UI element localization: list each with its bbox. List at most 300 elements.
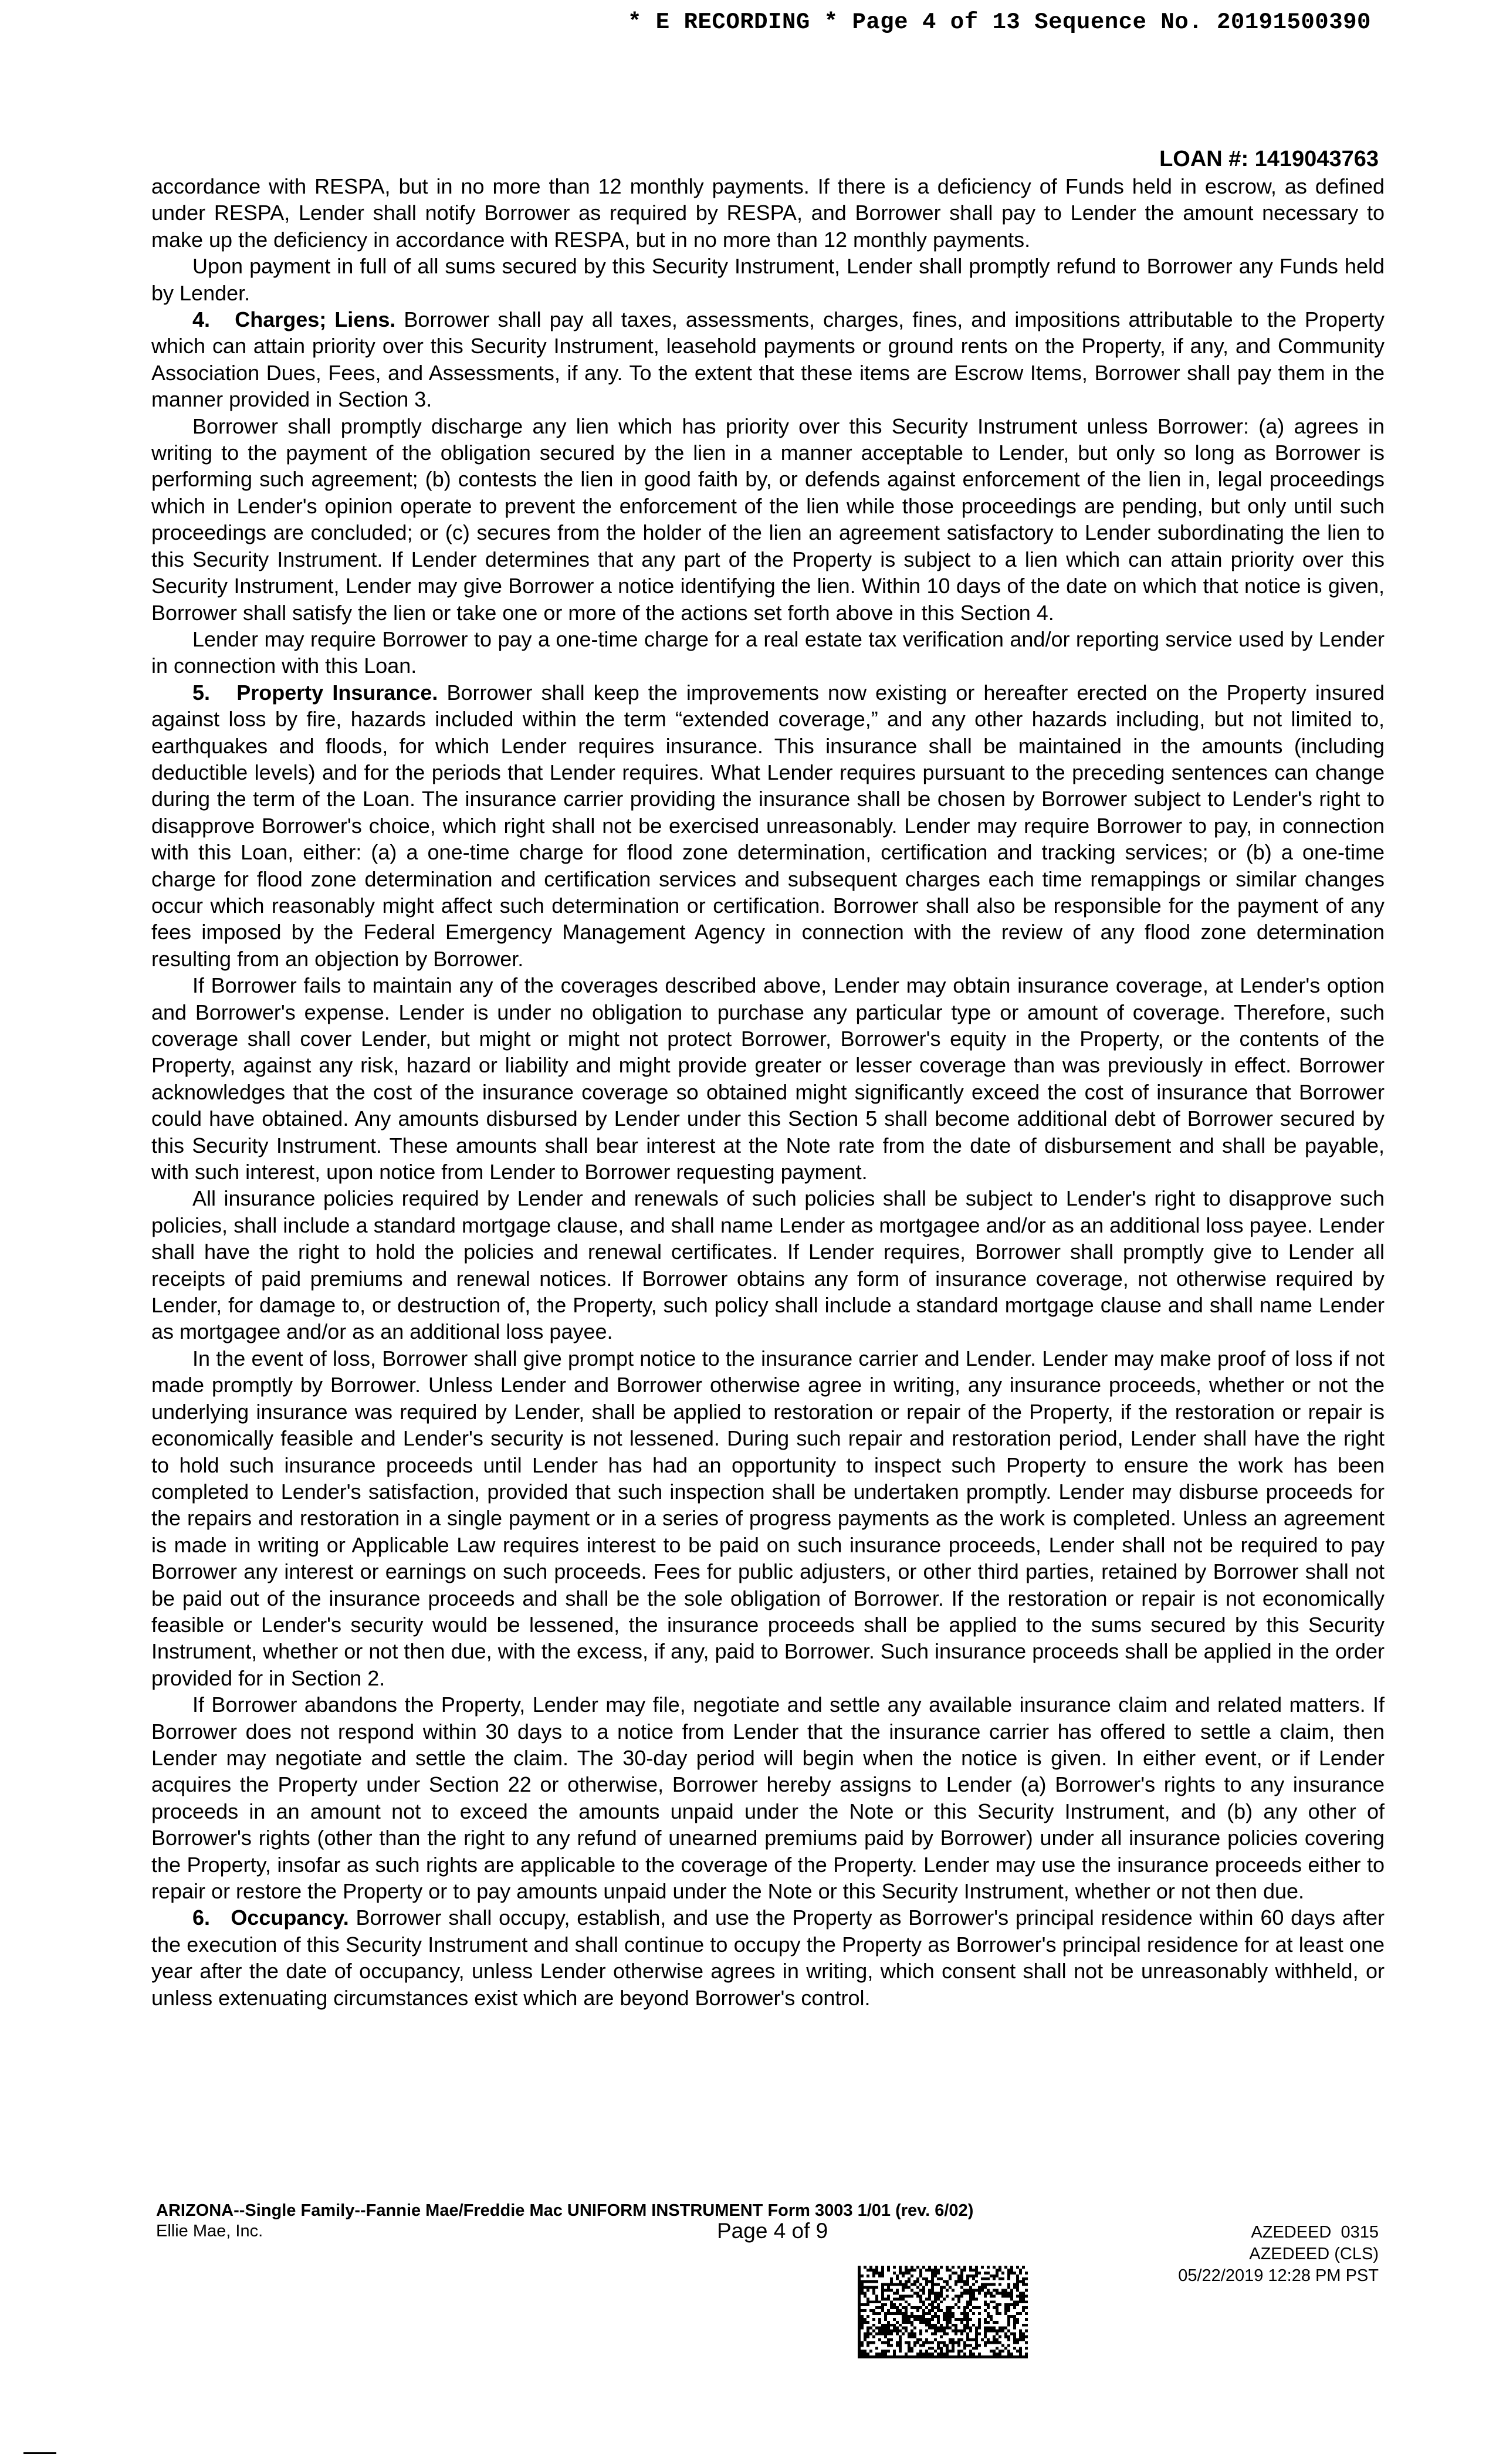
barcode-module [919,2297,922,2300]
barcode-module [952,2266,955,2269]
barcode-module [972,2324,975,2327]
barcode-module [972,2277,975,2280]
barcode-module [913,2280,916,2283]
barcode-module [884,2315,887,2318]
barcode-module [1019,2297,1022,2300]
barcode-module [878,2353,881,2355]
barcode-module [928,2289,931,2292]
barcode-module [1025,2355,1028,2358]
barcode-module [887,2289,890,2292]
barcode-module [952,2355,955,2358]
barcode-module [872,2330,875,2333]
barcode-module [864,2321,867,2324]
barcode-module [864,2309,867,2312]
barcode-module [890,2289,893,2292]
barcode-module [872,2275,875,2277]
barcode-module [1025,2336,1028,2338]
barcode-module [996,2292,999,2294]
barcode-module [1001,2355,1004,2358]
barcode-module [963,2341,966,2344]
barcode-module [890,2303,893,2306]
barcode-module [969,2350,972,2353]
barcode-module [931,2353,934,2355]
paragraph-escrow-deficiency: accordance with RESPA, but in no more than 12 monthly payments. If there is a deficiency of Funds held in escrow, as defined under RESPA, Lender shall notify Borrower as required by RESPA, and Borrower shall pay to Lender the amount necessary to make up the deficiency in accordance with RESPA, but in no more than 12 monthly payments. [151,174,1385,252]
barcode-module [1013,2303,1016,2306]
barcode-module [966,2344,969,2347]
barcode-module [987,2338,990,2341]
barcode-module [875,2306,878,2309]
barcode-module [984,2309,987,2312]
barcode-module [1007,2350,1010,2353]
barcode-module [913,2333,916,2336]
barcode-module [1010,2266,1013,2269]
barcode-module [984,2294,987,2297]
barcode-module [963,2353,966,2355]
barcode-module [864,2303,867,2306]
barcode-module [981,2338,984,2341]
barcode-module [1007,2294,1010,2297]
barcode-module [931,2303,934,2306]
barcode-module [925,2280,928,2283]
barcode-module [1001,2327,1004,2330]
barcode-module [937,2355,940,2358]
barcode-module [858,2280,861,2283]
barcode-module [878,2330,881,2333]
barcode-module [887,2294,890,2297]
barcode-module [913,2315,916,2318]
barcode-module [1010,2297,1013,2300]
barcode-module [937,2272,940,2275]
barcode-module [911,2269,913,2272]
barcode-module [963,2306,966,2309]
barcode-module [864,2355,867,2358]
barcode-module [996,2272,999,2275]
barcode-module [872,2312,875,2315]
footer-doc-code: AZEDEED 0315 [1251,2223,1379,2242]
barcode-module [872,2272,875,2275]
barcode-module [972,2306,975,2309]
barcode-module [996,2306,999,2309]
barcode-module [960,2330,963,2333]
barcode-module [922,2300,925,2303]
paragraph-insurance-policies: All insurance policies required by Lender and renewals of such policies shall be subject to Lender's right to disapprove such policies, shall include a standard mortgage clause, and shall name Lender as mortgagee and/or as an additional loss payee. Lender shall have the right to hold the policies and renewal certificates. If Lender requires, Borrower shall promptly give to Lender all receipts of paid premiums and renewal notices. If Borrower obtains any form of insurance coverage, not otherwise required by Lender, for damage to, or destruction of, the Property, such policy shall include a standard mortgage clause and shall name Lender as mortgagee and/or as an additional loss payee. [151,1186,1385,1344]
barcode-module [858,2289,861,2292]
barcode-module [925,2297,928,2300]
barcode-module [890,2324,893,2327]
barcode-module [1025,2277,1028,2280]
section-4-text: Borrower shall pay all taxes, assessments, charges, fines, and impositions attributable to the Property which can attain priority over this Security Instrument, leasehold payments or ground rents on the Property, if any, and Community Association Dues, Fees, and Assessments, if any. To the extent that these items are Escrow Items, Borrower shall pay them in the manner provided in Section 3. [151,307,1385,412]
barcode-module [990,2275,993,2277]
barcode-module [931,2315,934,2318]
barcode-module [972,2297,975,2300]
barcode-module [913,2283,916,2286]
barcode-module [925,2277,928,2280]
section-4-title: Charges; Liens. [235,307,396,332]
barcode-module [893,2283,896,2286]
barcode-module [975,2269,978,2272]
barcode-module [969,2292,972,2294]
barcode-module [955,2324,957,2327]
barcode-module [1013,2321,1016,2324]
barcode-module [1025,2330,1028,2333]
barcode-module [1025,2283,1028,2286]
barcode-module [984,2272,987,2275]
barcode-module [861,2275,864,2277]
barcode-module [875,2300,878,2303]
barcode-module [937,2283,940,2286]
barcode-module [902,2315,905,2318]
barcode-module [881,2309,884,2312]
barcode-module [931,2269,934,2272]
barcode-module [969,2286,972,2289]
barcode-module [931,2347,934,2350]
barcode-module [1022,2324,1025,2327]
barcode-module [984,2336,987,2338]
barcode-module [899,2350,902,2353]
barcode-module [872,2309,875,2312]
barcode-module [1013,2341,1016,2344]
barcode-module [890,2280,893,2283]
barcode-module [990,2341,993,2344]
barcode-module [908,2315,911,2318]
barcode-module [911,2336,913,2338]
barcode-module [916,2355,919,2358]
barcode-module [902,2297,905,2300]
barcode-module [978,2353,981,2355]
barcode-module [952,2315,955,2318]
barcode-module [905,2266,908,2269]
barcode-module [890,2330,893,2333]
barcode-module [919,2275,922,2277]
barcode-module [911,2266,913,2269]
barcode-module [867,2336,869,2338]
barcode-module [978,2272,981,2275]
barcode-module [1016,2266,1019,2269]
barcode-module [905,2294,908,2297]
barcode-module [893,2272,896,2275]
barcode-module [858,2321,861,2324]
barcode-module [934,2297,937,2300]
barcode-module [916,2266,919,2269]
barcode-module [934,2355,937,2358]
barcode-module [957,2355,960,2358]
barcode-module [978,2286,981,2289]
barcode-module [884,2333,887,2336]
barcode-module [952,2350,955,2353]
barcode-module [908,2277,911,2280]
barcode-module [934,2306,937,2309]
barcode-module [931,2300,934,2303]
barcode-module [975,2280,978,2283]
barcode-module [878,2318,881,2321]
barcode-module [928,2341,931,2344]
barcode-module [966,2280,969,2283]
barcode-module [934,2266,937,2269]
barcode-module [1019,2350,1022,2353]
barcode-module [908,2303,911,2306]
barcode-module [872,2324,875,2327]
barcode-module [905,2341,908,2344]
barcode-module [1001,2350,1004,2353]
barcode-module [905,2355,908,2358]
barcode-module [1019,2347,1022,2350]
barcode-module [928,2324,931,2327]
barcode-module [993,2338,996,2341]
barcode-module [949,2309,952,2312]
barcode-module [887,2312,890,2315]
barcode-module [931,2341,934,2344]
barcode-module [1001,2294,1004,2297]
barcode-module [1016,2350,1019,2353]
barcode-module [925,2318,928,2321]
barcode-module [896,2312,899,2315]
barcode-module [858,2294,861,2297]
barcode-module [890,2355,893,2358]
barcode-module [978,2355,981,2358]
barcode-module [913,2306,916,2309]
barcode-module [957,2341,960,2344]
barcode-module [1010,2289,1013,2292]
barcode-module [875,2327,878,2330]
barcode-module [899,2338,902,2341]
barcode-module [861,2321,864,2324]
barcode-module [896,2355,899,2358]
barcode-module [867,2300,869,2303]
barcode-module [952,2330,955,2333]
barcode-module [934,2315,937,2318]
barcode-module [990,2330,993,2333]
barcode-module [952,2297,955,2300]
barcode-module [925,2338,928,2341]
barcode-module [1025,2318,1028,2321]
barcode-module [890,2344,893,2347]
barcode-module [972,2294,975,2297]
barcode-module [946,2269,949,2272]
barcode-module [911,2347,913,2350]
barcode-module [960,2338,963,2341]
barcode-module [955,2272,957,2275]
barcode-module [922,2353,925,2355]
barcode-module [858,2336,861,2338]
barcode-module [896,2344,899,2347]
barcode-module [1025,2306,1028,2309]
barcode-module [899,2297,902,2300]
barcode-module [984,2344,987,2347]
barcode-module [861,2292,864,2294]
barcode-module [940,2289,943,2292]
barcode-module [931,2283,934,2286]
barcode-module [993,2350,996,2353]
barcode-module [957,2350,960,2353]
barcode-module [984,2292,987,2294]
barcode-module [931,2277,934,2280]
barcode-module [972,2269,975,2272]
barcode-module [978,2327,981,2330]
barcode-module [890,2277,893,2280]
barcode-module [858,2347,861,2350]
barcode-module [946,2266,949,2269]
barcode-module [1019,2355,1022,2358]
barcode-module [966,2289,969,2292]
barcode-module [963,2289,966,2292]
barcode-module [1010,2333,1013,2336]
barcode-module [1007,2283,1010,2286]
barcode-module [1019,2338,1022,2341]
barcode-module [872,2292,875,2294]
barcode-module [911,2350,913,2353]
barcode-module [861,2344,864,2347]
barcode-module [1007,2355,1010,2358]
barcode-module [922,2286,925,2289]
barcode-module [999,2355,1001,2358]
section-6-number: 6. [192,1905,211,1930]
barcode-module [902,2272,905,2275]
barcode-module [1013,2283,1016,2286]
barcode-module [911,2306,913,2309]
barcode-module [1007,2275,1010,2277]
barcode-module [996,2333,999,2336]
barcode-module [993,2336,996,2338]
paragraph-discharge-lien: Borrower shall promptly discharge any lien which has priority over this Security Instrument unless Borrower: (a) agrees in writing to the payment of the obligation secured by the lien in a manner acceptable to Lender, but only so long as Borrower is performing such agreement; (b) contests the lien in good faith by, or defends against enforcement of the lien in, legal proceedings which in Lender's opinion operate to prevent the enforcement of the lien while those proceedings are pending, but only until such proceedings are concluded; or (c) secures from the holder of the lien an agreement satisfactory to Lender subordinating the lien to this Security Instrument. If Lender determines that any part of the Property is subject to a lien which can attain priority over this Security Instrument, Lender may give Borrower a notice identifying the lien. Within 10 days of the date on which that notice is given, Borrower shall satisfy the lien or take one or more of the actions set forth above in this Section 4. [151,414,1385,625]
barcode-module [960,2277,963,2280]
section-5-number: 5. [192,680,211,705]
barcode-module [872,2300,875,2303]
barcode-module [1016,2300,1019,2303]
barcode-module [1004,2289,1007,2292]
barcode-module [949,2341,952,2344]
barcode-module [999,2330,1001,2333]
barcode-module [919,2289,922,2292]
paragraph-refund-funds: Upon payment in full of all sums secured by this Security Instrument, Lender shall promptly refund to Borrower any Funds held by Lender. [151,254,1385,305]
barcode-module [1019,2330,1022,2333]
barcode-module [919,2344,922,2347]
barcode-module [896,2321,899,2324]
barcode-module [875,2312,878,2315]
barcode-module [934,2283,937,2286]
barcode-module [858,2306,861,2309]
barcode-module [940,2355,943,2358]
barcode-module [949,2355,952,2358]
barcode-module [949,2277,952,2280]
barcode-module [911,2333,913,2336]
barcode-module [861,2303,864,2306]
barcode-module [864,2336,867,2338]
barcode-module [858,2324,861,2327]
barcode-module [922,2344,925,2347]
barcode-module [925,2341,928,2344]
barcode-module [1004,2266,1007,2269]
barcode-module [981,2283,984,2286]
barcode-module [867,2330,869,2333]
barcode-module [878,2338,881,2341]
barcode-module [1013,2333,1016,2336]
barcode-module [972,2338,975,2341]
barcode-module [966,2324,969,2327]
barcode-module [890,2306,893,2309]
barcode-module [960,2292,963,2294]
barcode-module [999,2327,1001,2330]
barcode-module [884,2355,887,2358]
barcode-module [957,2338,960,2341]
barcode-module [1025,2312,1028,2315]
barcode-module [922,2341,925,2344]
barcode-module [972,2347,975,2350]
barcode-module [943,2286,946,2289]
barcode-module [919,2272,922,2275]
barcode-module [990,2292,993,2294]
barcode-module [978,2292,981,2294]
section-4-number: 4. [192,307,211,332]
barcode-module [884,2341,887,2344]
barcode-module [1001,2292,1004,2294]
barcode-module [881,2292,884,2294]
barcode-module [966,2333,969,2336]
barcode-module [955,2283,957,2286]
barcode-module [1001,2330,1004,2333]
barcode-module [858,2266,861,2269]
barcode-module [1016,2341,1019,2344]
barcode-module [872,2269,875,2272]
barcode-module [902,2306,905,2309]
barcode-module [899,2336,902,2338]
barcode-module [872,2286,875,2289]
barcode-module [869,2266,872,2269]
barcode-module [1025,2347,1028,2350]
barcode-module [1004,2327,1007,2330]
barcode-module [911,2315,913,2318]
barcode-module [878,2321,881,2324]
barcode-module [911,2312,913,2315]
barcode-module [969,2300,972,2303]
barcode-module [1022,2338,1025,2341]
paragraph-event-of-loss: In the event of loss, Borrower shall give prompt notice to the insurance carrier and Lender. Lender may make proof of loss if not made promptly by Borrower. Unless Lender and Borrower otherwise agree in writing, any insurance proceeds, whether or not the underlying insurance was required by Lender, shall be applied to restoration or repair of the Property, if the restoration or repair is economically feasible and Lender's security is not lessened. During such repair and restoration period, Lender shall have the right to hold such insurance proceeds until Lender has had an opportunity to inspect such Property to ensure the work has been completed to Lender's satisfaction, provided that such inspection shall be undertaken promptly. Lender may disburse proceeds for the repairs and restoration in a single payment or in a series of progress payments as the work is completed. Unless an agreement is made in writing or Applicable Law requires interest to be paid on such insurance proceeds, Lender shall not be required to pay Borrower any interest or earnings on such proceeds. Fees for public adjusters, or other third parties, retained by Borrower shall not be paid out of the insurance proceeds and shall be the sole obligation of Borrower. If the restoration or repair is not economically feasible or Lender's security would be lessened, the insurance proceeds shall be applied to the sums secured by this Security Instrument, whether or not then due, with the excess, if any, paid to Borrower. Such insurance proceeds shall be applied in the order provided for in Section 2. [151,1346,1385,1690]
barcode-module [993,2289,996,2292]
barcode-module [969,2327,972,2330]
barcode-module [872,2289,875,2292]
barcode-module [858,2269,861,2272]
barcode-module [916,2277,919,2280]
barcode-module [940,2266,943,2269]
barcode-module [960,2286,963,2289]
barcode-module [946,2312,949,2315]
barcode-module [960,2280,963,2283]
barcode-module [908,2321,911,2324]
barcode-module [928,2347,931,2350]
barcode-module [896,2309,899,2312]
barcode-module [884,2324,887,2327]
barcode-module [928,2309,931,2312]
barcode-module [925,2321,928,2324]
barcode-module [1025,2341,1028,2344]
barcode-module [981,2289,984,2292]
barcode-module [878,2275,881,2277]
barcode-module [858,2353,861,2355]
barcode-module [928,2280,931,2283]
barcode-module [916,2306,919,2309]
barcode-module [984,2303,987,2306]
barcode-module [946,2315,949,2318]
barcode-module [861,2309,864,2312]
barcode-module [928,2355,931,2358]
barcode-module [1022,2292,1025,2294]
barcode-module [946,2318,949,2321]
barcode-module [993,2341,996,2344]
barcode-module [875,2347,878,2350]
barcode-module [887,2269,890,2272]
barcode-module [913,2336,916,2338]
paragraph-tax-verification: Lender may require Borrower to pay a one-time charge for a real estate tax verification and/or reporting service used by Lender in connection with this Loan. [151,627,1385,678]
barcode-module [996,2309,999,2312]
